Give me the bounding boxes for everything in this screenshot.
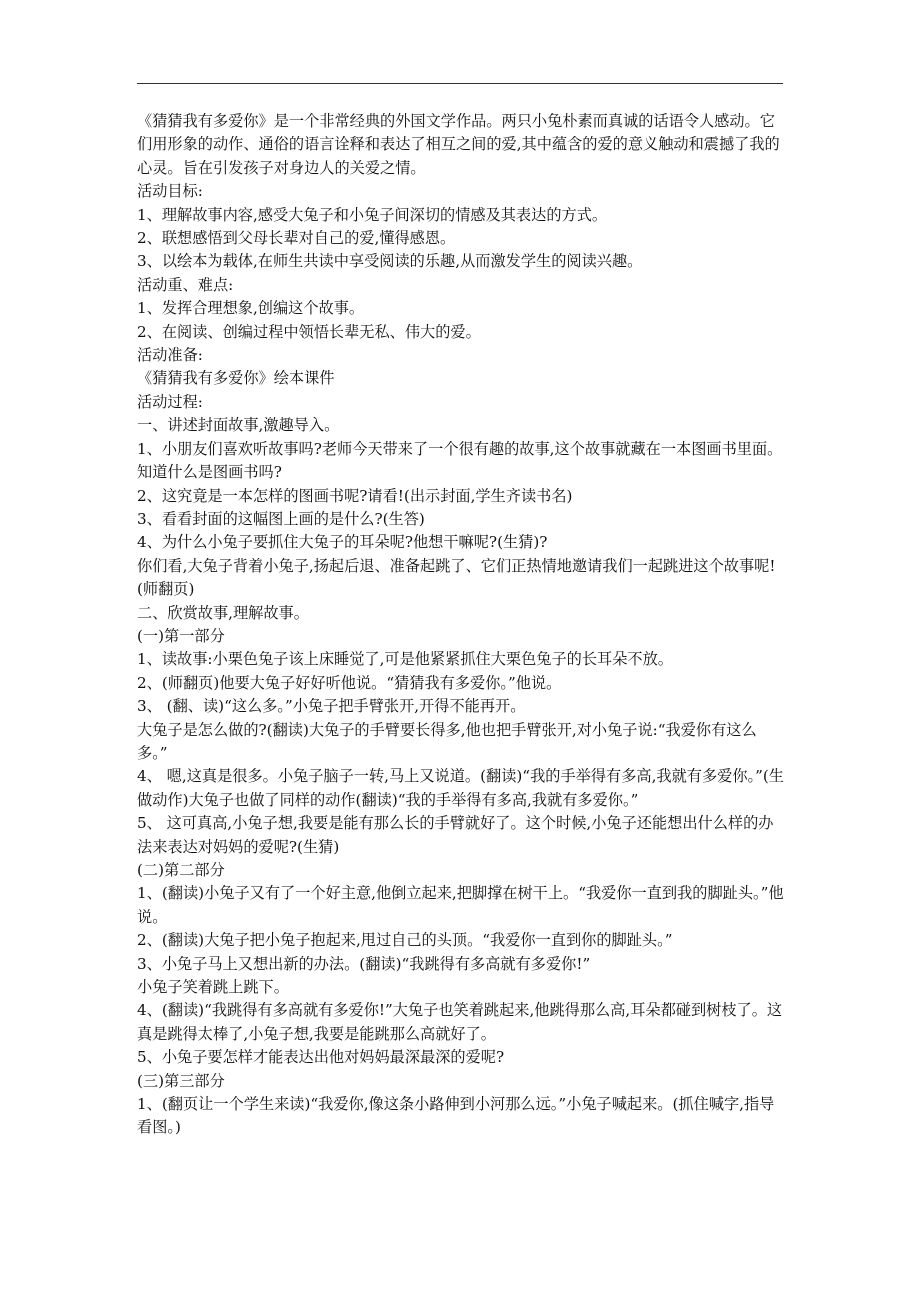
preparation-item: 《猜猜我有多爱你》绘本课件	[137, 369, 335, 388]
goal-item: 2、联想感悟到父母长辈对自己的爱,懂得感恩。	[137, 229, 456, 248]
section-heading-preparation: 活动准备:	[137, 346, 203, 365]
process-step-heading: 一、讲述封面故事,激趣导入。	[137, 416, 340, 435]
intro-paragraph: 《猜猜我有多爱你》是一个非常经典的外国文学作品。两只小兔朴素而真诚的话语令人感动。它们用形象的动作、通俗的语言诠释和表达了相互之间的爱,其中蕴含的爱的意义触动和震撼了我的心灵。旨在引发孩子对身边人的关爱之情。	[137, 112, 780, 177]
process-item: 你们看,大兔子背着小兔子,扬起后退、准备起跳了、它们正热情地邀请我们一起跳进这个故事呢!(师翻页)	[137, 556, 776, 599]
process-item: 1、(翻读)小兔子又有了一个好主意,他倒立起来,把脚撑在树干上。“我爱你一直到我的脚趾头。”他说。	[137, 884, 784, 926]
header-rule	[137, 83, 783, 84]
process-item: 4、(翻读)“我跳得有多高就有多爱你!”大兔子也笑着跳起来,他跳得那么高,耳朵都碰到树枝了。这真是跳得太棒了,小兔子想,我要是能跳那么高就好了。	[137, 1001, 783, 1043]
key-point-item: 1、发挥合理想象,创编这个故事。	[137, 299, 365, 318]
process-item: 3、看看封面的这幅图上画的是什么?(生答)	[137, 509, 425, 528]
process-item: 5、小兔子要怎样才能表达出他对妈妈最深最深的爱呢?	[137, 1048, 505, 1067]
section-heading-key-points: 活动重、难点:	[137, 275, 234, 294]
process-item: 2、(师翻页)他要大兔子好好听他说。“猜猜我有多爱你。”他说。	[137, 673, 562, 692]
part-heading: (三)第三部分	[137, 1071, 225, 1090]
key-point-item: 2、在阅读、创编过程中领悟长辈无私、伟大的爱。	[137, 322, 481, 341]
part-heading: (二)第二部分	[137, 861, 225, 879]
process-item: 小兔子笑着跳上跳下。	[137, 978, 289, 997]
process-item: 1、小朋友们喜欢听故事吗?老师今天带来了一个很有趣的故事,这个故事就藏在一本图画书里面。知道什么是图画书吗?	[137, 439, 783, 482]
document-body	[137, 110, 787, 1140]
process-item: 1、(翻页让一个学生来读)“我爱你,像这条小路伸到小河那么远。”小兔子喊起来。(抓住喊字,指导看图。)	[137, 1095, 775, 1137]
process-item: 大兔子是怎么做的?(翻读)大兔子的手臂要长得多,他也把手臂张开,对小兔子说:“我爱你有这么多。”	[137, 720, 757, 762]
process-step-heading: 二、欣赏故事,理解故事。	[137, 603, 309, 622]
part-heading: (一)第一部分	[137, 626, 225, 645]
process-item: 3、小兔子马上又想出新的办法。(翻读)“我跳得有多高就有多爱你!”	[137, 954, 591, 973]
process-item: 4、 嗯,这真是很多。小兔子脑子一转,马上又说道。(翻读)“我的手举得有多高,我就有多爱你。”(生做动作)大兔子也做了同样的动作(翻读)“我的手举得有多高,我就有多爱你。”	[137, 767, 784, 809]
process-item: 2、这究竟是一本怎样的图画书呢?请看!(出示封面,学生齐读书名)	[137, 486, 573, 505]
process-item: 2、(翻读)大兔子把小兔子抱起来,甩过自己的头顶。“我爱你一直到你的脚趾头。”	[137, 931, 673, 950]
process-item: 1、读故事:小栗色兔子该上床睡觉了,可是他紧紧抓住大栗色兔子的长耳朵不放。	[137, 650, 673, 669]
process-item: 4、为什么小兔子要抓住大兔子的耳朵呢?他想干嘛呢?(生猜)?	[137, 533, 548, 552]
goal-item: 3、以绘本为载体,在师生共读中享受阅读的乐趣,从而激发学生的阅读兴趣。	[137, 252, 643, 271]
goal-item: 1、理解故事内容,感受大兔子和小兔子间深切的情感及其表达的方式。	[137, 205, 608, 224]
section-heading-process: 活动过程:	[137, 392, 203, 411]
process-item: 3、 (翻、读)“这么多。”小兔子把手臂张开,开得不能再开。	[137, 697, 526, 716]
section-heading-goals: 活动目标:	[137, 182, 203, 201]
process-item: 5、 这可真高,小兔子想,我要是能有那么长的手臂就好了。这个时候,小兔子还能想出什么样的办法来表达对妈妈的爱呢?(生猜)	[137, 814, 774, 856]
